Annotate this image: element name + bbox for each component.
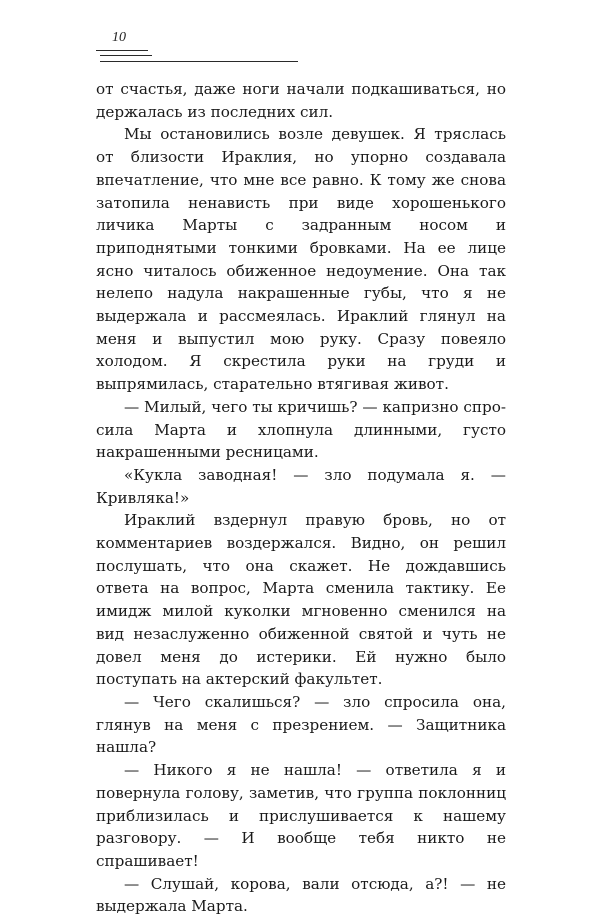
header-rule-short-bottom [100, 55, 152, 56]
body-text [96, 78, 506, 918]
paragraph-dialogue: — Милый, чего ты кричишь? — капризно спросила Марта и хлопнула длинными, густо накрашенными ресницами. [96, 397, 506, 462]
paragraph: Мы остановились возле девушек. Я тряслась от близости Ираклия, но упорно создавала впечатление, что мне все равно. К тому же снова затопила ненависть при виде хорошенького личика Марты с задранным носом и приподнятыми тонкими бровками. На ее лице ясно читалось обиженное недоумение. Она так нелепо надула накрашенные губы, что я не выдержала и рассмеялась. Ираклий глянул на меня и выпустил мою руку. Сразу повеяло холодом. Я скрестила руки на груди и выпрямилась, старательно втягивая живот. [96, 125, 506, 394]
paragraph-thought: «Кукла заводная! — зло подумала я. — Кривляка!» [96, 465, 506, 507]
paragraph-dialogue: — Никого я не нашла! — ответила я и повернула голову, заметив, что группа поклонниц приблизилась и прислушивается к нашему разговору. — И вообще тебя никто не спрашивает! [96, 761, 506, 870]
paragraph: Ираклий вздернул правую бровь, но от комментариев воздержался. Видно, он решил послушать, что она скажет. Не дождавшись ответа на вопрос, Марта сменила тактику. Ее имидж милой куколки мгновенно сменился на вид незаслуженно обиженной святой и чуть не довел меня до истерики. Ей нужно было поступать на актерский факультет. [96, 511, 506, 689]
paragraph-continuation: от счастья, даже ноги начали подкашиваться, но держалась из последних сил. [96, 80, 506, 121]
page-number: 10 [112, 30, 126, 45]
header-rule-short-top [96, 50, 148, 51]
paragraph-dialogue: — Чего скалишься? — зло спросила она, глянув на меня с презрением. — Защитника нашла? [96, 692, 506, 757]
header-rule-long [100, 61, 298, 62]
paragraph-dialogue: — Слушай, корова, вали отсюда, а?! — не выдержала Марта. [96, 874, 506, 916]
